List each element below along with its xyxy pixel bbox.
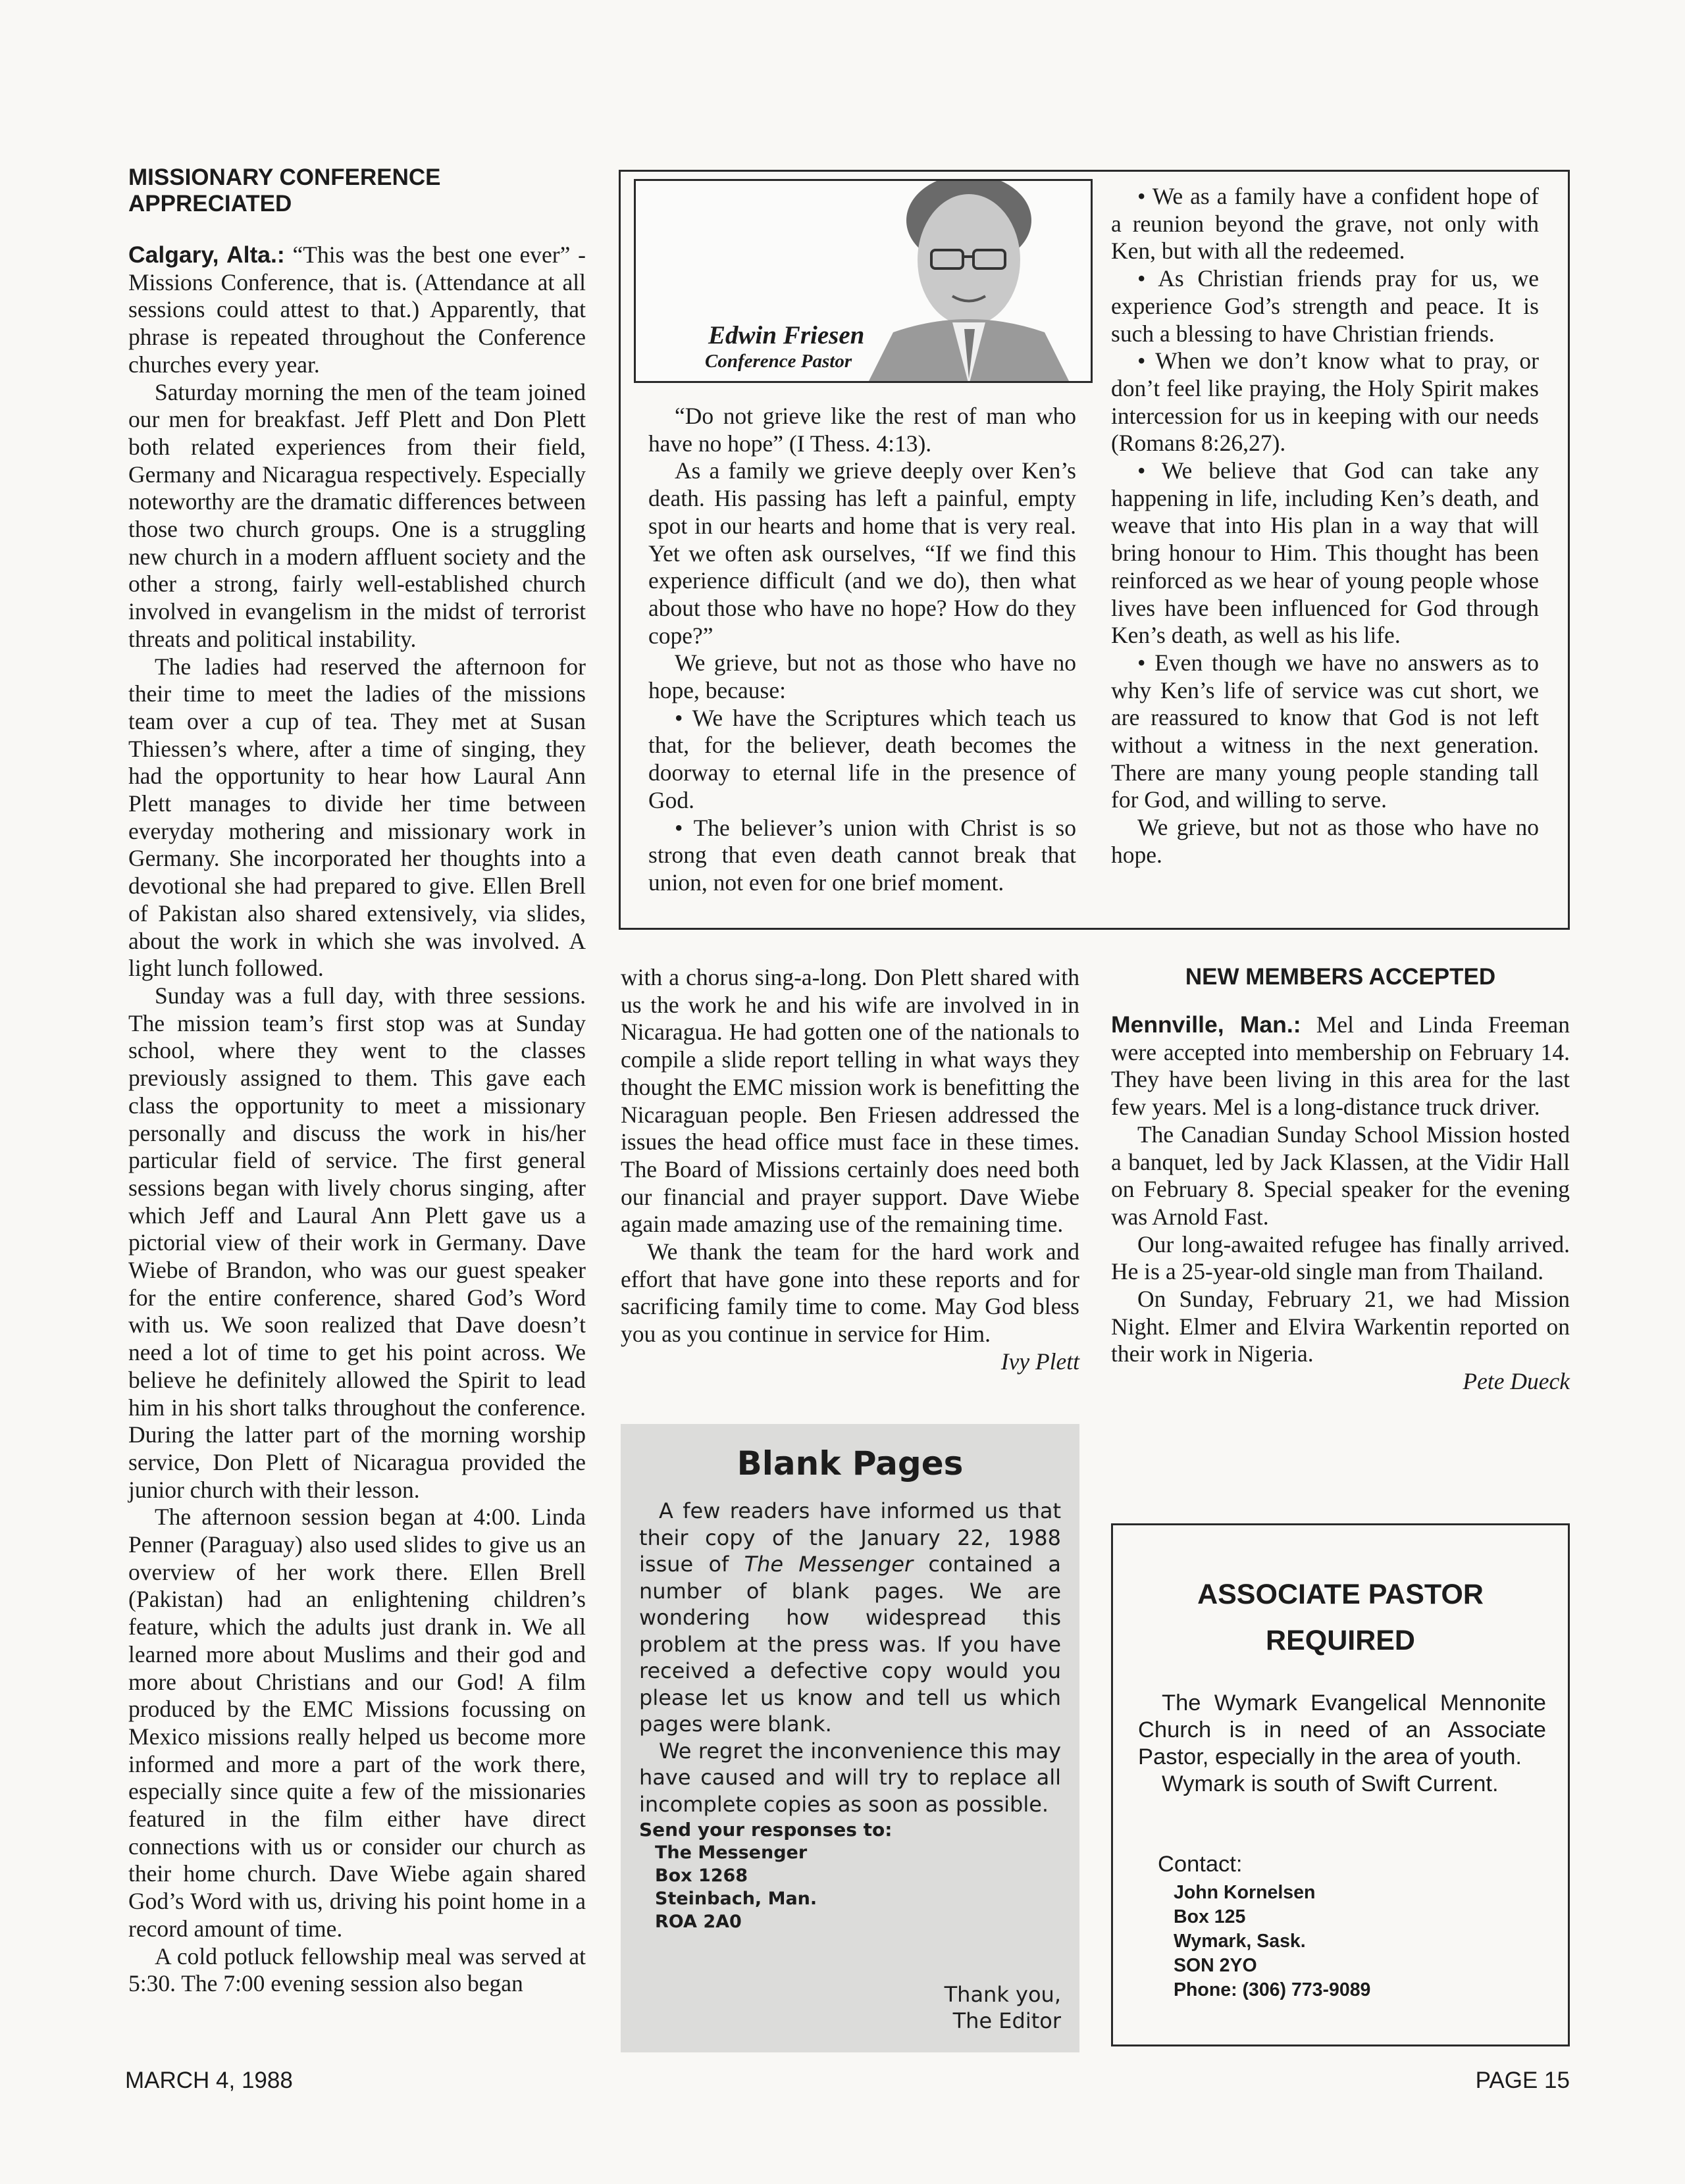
contact-line: Wymark, Sask. <box>1174 1931 1306 1952</box>
article-paragraph: Our long-awaited refugee has finally arrived. He is a 25-year-old single man from Thailand. <box>1111 1231 1570 1285</box>
pastor-paragraph: We grieve, but not as those who have no hope, because: <box>648 649 1076 704</box>
missionary-conference-article <box>128 165 586 1998</box>
contact-line: SON 2YO <box>1174 1955 1257 1976</box>
blank-pages-title: Blank Pages <box>737 1444 964 1483</box>
pastor-bullet: • As Christian friends pray for us, we experience God’s strength and peace. It is such a blessing to have Christian friends. <box>1111 265 1539 347</box>
pastor-column-left-text <box>648 403 1076 897</box>
pastor-portrait-image <box>854 181 1077 383</box>
pastor-bullet: • Even though we have no answers as to why Ken’s life of service was cut short, we are reassured to know that God is not left without a witness in the next generation. There are many young people standing tall for God, and willing to serve. <box>1111 649 1539 813</box>
pastor-bullet: • We as a family have a confident hope of a reunion beyond the grave, not only with Ken, but with all the redeemed. <box>1111 183 1539 265</box>
editor-signoff: Thank you, The Editor <box>944 1982 1061 2033</box>
ad-paragraph: The Wymark Evangelical Mennonite Church is in need of an Associate Pastor, especially in the area of youth. <box>1138 1690 1546 1769</box>
article-dateline: Calgary, Alta.: <box>128 241 285 268</box>
pastor-photo-frame <box>634 179 1093 383</box>
article-paragraph: Calgary, Alta.: “This was the best one ever” - Missions Conference, that is. (Attendance at all sessions could attest to that.) Apparently, that phrase is repeated throughout the Conference churches every year. <box>128 241 586 378</box>
article-dateline: Mennville, Man.: <box>1111 1011 1301 1038</box>
contact-line: Box 125 <box>1174 1906 1246 1927</box>
pastor-bullet: • The believer’s union with Christ is so strong that even death cannot break that union, not even for one brief moment. <box>648 814 1076 896</box>
pastor-paragraph: As a family we grieve deeply over Ken’s death. His passing has left a painful, empty spot in our hearts and home that is very real. Yet we often ask ourselves, “If we find this experience difficult (and we do), then what about those who have no hope? How do they cope?” <box>648 457 1076 649</box>
pastor-title: Conference Pastor <box>705 351 852 372</box>
pastor-column-right-text <box>1111 183 1539 869</box>
ad-contact <box>1158 1851 1370 2002</box>
article-paragraph: The ladies had reserved the afternoon for their time to meet the ladies of the missions team over a cup of tea. They met at Susan Thiessen’s where, after a time of singing, they had the opportunity to hear how Laural Ann Plett manages to divide her time between everyday mothering and missionary work in Germany. She incorporated her thoughts into a devotional she had prepared to give. Ellen Brell of Pakistan also shared extensively, via slides, about the work in which she was involved. A light lunch followed. <box>128 653 586 982</box>
send-responses-label: Send your responses to: <box>639 1819 893 1841</box>
address-line: The Messenger <box>655 1842 808 1863</box>
contact-label: Contact: <box>1158 1852 1243 1877</box>
new-members-article <box>1111 964 1570 1396</box>
associate-pastor-ad <box>1111 1523 1570 2046</box>
article-paragraph: The afternoon session began at 4:00. Linda Penner (Paraguay) also used slides to give us an overview of her work there. Ellen Brell (Pakistan) had an enlightening children’s feature, which the adults just drank in. We all learned more about Muslims and their god and more about Christians and our God! A film produced by the EMC Missions focussing on Mexico missions really helped us become more informed and more a part of the work there, especially since quite a few of the missionaries featured in the film either have direct connections with us or consider our church as their home church. Dave Wiebe again shared God’s Word with us, driving his point home in a record amount of time. <box>128 1504 586 1942</box>
article-paragraph: We thank the team for the hard work and effort that have gone into these reports and for sacrificing family time to come. May God bless you as you continue in service for Him. <box>621 1238 1079 1348</box>
article-paragraph: Saturday morning the men of the team joined our men for breakfast. Jeff Plett and Don Plett both related experiences from their field, Germany and Nicaragua respectively. Especially noteworthy are the dramatic differences between those two church groups. One is a struggling new church in a modern affluent society and the other a strong, fairly well-established church involved in evangelism in the midst of terrorist threats and political instability. <box>128 378 586 652</box>
article-headline: NEW MEMBERS ACCEPTED <box>1185 964 1496 990</box>
address-line: ROA 2A0 <box>655 1912 742 1932</box>
ad-title: ASSOCIATE PASTOR REQUIRED <box>1197 1579 1484 1656</box>
article-paragraph: Sunday was a full day, with three sessions. The mission team’s first stop was at Sunday school, where they went to the classes previously assigned to them. This gave each class the opportunity to meet a missionary personally and discuss the work in his/her particular field of service. The first general sessions began with lively chorus singing, after which Jeff and Laural Ann Plett gave us a pictorial view of their work in Germany. Dave Wiebe of Brandon, who was our guest speaker for the entire conference, shared God’s Word with us. We soon realized that Dave doesn’t need a lot of time to get his point across. We believe he definitely allowed the Spirit to lead him in his short talks throughout the conference. During the latter part of the morning worship service, Don Plett of Nicaragua provided the junior church with their lesson. <box>128 982 586 1503</box>
contact-line: John Kornelsen <box>1174 1882 1316 1903</box>
ad-body <box>1138 1690 1546 1798</box>
pastor-name: Edwin Friesen <box>708 321 865 349</box>
address-line: Steinbach, Man. <box>655 1889 817 1909</box>
article-paragraph: A cold potluck fellowship meal was served at 5:30. The 7:00 evening session also began <box>128 1943 586 1997</box>
blank-pages-paragraph: We regret the inconvenience this may have caused and will try to replace all incomplete copies as soon as possible. <box>639 1738 1061 1817</box>
article-paragraph: On Sunday, February 21, we had Mission Night. Elmer and Elvira Warkentin reported on their work in Nigeria. <box>1111 1286 1570 1367</box>
pastor-paragraph: We grieve, but not as those who have no hope. <box>1111 814 1539 868</box>
pastor-bullet: • When we don’t know what to pray, or don’t feel like praying, the Holy Spirit makes intercession for us in keeping with our needs (Romans 8:26,27). <box>1111 347 1539 457</box>
address-line: Box 1268 <box>655 1866 748 1886</box>
article-headline: MISSIONARY CONFERENCE APPRECIATED <box>128 165 441 216</box>
contact-line: Phone: (306) 773-9089 <box>1174 1979 1371 2000</box>
blank-pages-notice <box>621 1424 1079 2052</box>
page-number: PAGE 15 <box>1475 2068 1570 2093</box>
pastor-bullet: • We have the Scriptures which teach us that, for the believer, death becomes the doorway to eternal life in the presence of God. <box>648 704 1076 813</box>
ad-paragraph: Wymark is south of Swift Current. <box>1162 1771 1499 1796</box>
article-paragraph: with a chorus sing-a-long. Don Plett shared with us the work he and his wife are involved in in Nicaragua. He had gotten one of the nationals to compile a slide report telling in what ways they thought the EMC mission work is benefitting the Nicaraguan people. Ben Friesen addressed the issues the head office must face in these times. The Board of Missions certainly does need both our financial and prayer support. Dave Wiebe again made amazing use of the remaining time. <box>621 964 1079 1238</box>
article-signature: Pete Dueck <box>1463 1368 1570 1395</box>
article-paragraph: Mennville, Man.: Mel and Linda Freeman were accepted into membership on February 14. They have been living in this area for the last few years. Mel is a long-distance truck driver. <box>1111 1011 1570 1121</box>
pastor-bullet: • We believe that God can take any happening in life, including Ken’s death, and weave that into His plan in a way that will bring honour to Him. This thought has been reinforced as we hear of young people whose lives have been influenced for God through Ken’s death, as well as his life. <box>1111 457 1539 649</box>
blank-pages-paragraph: A few readers have informed us that their copy of the January 22, 1988 issue of The Messenger contained a number of blank pages. We are wondering how widespread this problem at the press was. If you have received a defective copy would you please let us know and tell us which pages were blank. <box>639 1498 1062 1737</box>
article-paragraph: The Canadian Sunday School Mission hosted a banquet, led by Jack Klassen, at the Vidir Hall on February 8. Special speaker for the evening was Arnold Fast. <box>1111 1121 1570 1230</box>
article-continuation <box>621 964 1079 1376</box>
article-signature: Ivy Plett <box>1000 1348 1079 1375</box>
issue-date: MARCH 4, 1988 <box>125 2068 293 2093</box>
pastor-paragraph: “Do not grieve like the rest of man who have no hope” (I Thess. 4:13). <box>648 403 1076 457</box>
